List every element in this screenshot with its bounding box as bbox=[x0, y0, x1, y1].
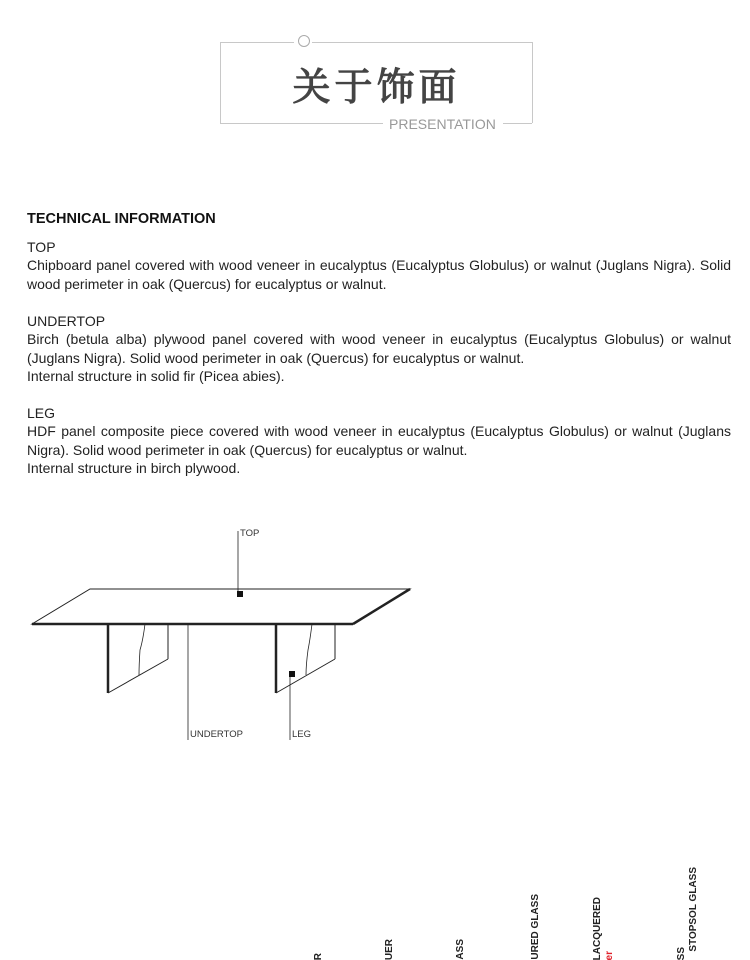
section-text: HDF panel composite piece covered with wood veneer in eucalyptus (Eucalyptus Globulus) or walnut (Juglans Nigra). Solid wood perimeter in oak (Quercus) for eucalyptus or walnut. bbox=[27, 423, 731, 458]
finish-column-label: URED GLASS bbox=[530, 894, 541, 960]
section-heading: TOP bbox=[27, 239, 56, 255]
finish-column-label: LACQUERED bbox=[592, 896, 603, 960]
undertop-label: UNDERTOP bbox=[190, 729, 243, 740]
page-title: 关于饰面 bbox=[292, 65, 461, 109]
leg-marker bbox=[289, 671, 295, 677]
section-text: Internal structure in solid fir (Picea abies). bbox=[27, 368, 285, 385]
top-marker bbox=[237, 591, 243, 597]
top-label: TOP bbox=[240, 528, 260, 539]
section-heading: LEG bbox=[27, 405, 56, 421]
leg-label: LEG bbox=[292, 729, 312, 740]
section-text: Birch (betula alba) plywood panel covered with wood veneer in eucalyptus (Eucalyptus Globulus) or walnut (Juglans Nigra). Solid wood perimeter in oak (Quercus) for eucalyptus or walnut. bbox=[27, 331, 731, 366]
finish-column-label: STOPSOL GLASS bbox=[688, 867, 699, 952]
section-text: Internal structure in birch plywood. bbox=[27, 460, 241, 477]
section-title: TECHNICAL INFORMATION bbox=[27, 211, 216, 227]
finish-column-label: UER bbox=[384, 938, 395, 960]
finish-column-label: SS bbox=[676, 946, 687, 960]
section-heading: UNDERTOP bbox=[27, 313, 106, 329]
tabletop bbox=[32, 589, 410, 624]
section-text: Chipboard panel covered with wood veneer in eucalyptus (Eucalyptus Globulus) or walnut (Juglans Nigra). Solid wood perimeter in oak (Quercus) for eucalyptus or walnut. bbox=[27, 257, 731, 292]
finish-column-label: R bbox=[313, 952, 324, 960]
page-subtitle: PRESENTATION bbox=[389, 116, 496, 132]
finish-column-note: er bbox=[604, 950, 615, 960]
right-leg bbox=[276, 624, 335, 693]
left-leg bbox=[108, 624, 168, 693]
finish-column-label: ASS bbox=[455, 939, 466, 960]
